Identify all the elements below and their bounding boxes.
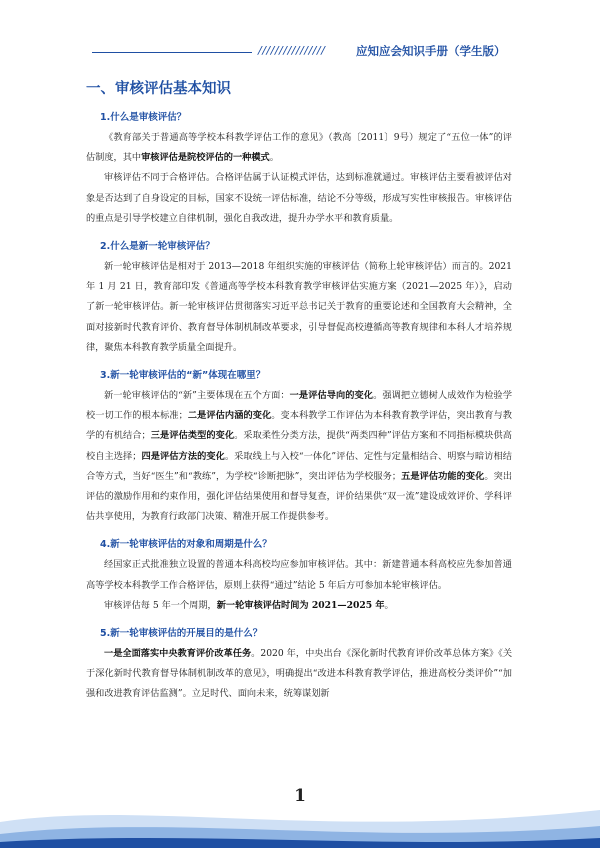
q1-heading: 1.什么是审核评估？ [100, 112, 187, 123]
q4-paragraph-2: 审核评估每 5 年一个周期，新一轮审核评估时间为 2021—2025 年。 [104, 599, 394, 611]
header-title: 应知应会知识手册（学生版） [356, 44, 506, 58]
q1-paragraph-2: 审核评估不同于合格评估。合格评估属于认证模式评估，达到标准就通过。审核评估主要看被评估对象是否达到了自身设定的目标，国家不设统一评估标准，结论不分等级，形成写实性审核报告。审核评估的重点是引导学校建立自律机制，强化自我改进，提升办学水平和教育质量。 [86, 172, 512, 224]
q4-paragraph-1: 经国家正式批准独立设置的普通本科高校均应参加审核评估。其中：新建普通本科高校应先参加普通高等学校本科教学工作合格评估，原则上获得“通过”结论 5 年后方可参加本轮审核评估。 [86, 559, 512, 591]
q1-paragraph-1: 《教育部关于普通高等学校本科教学评估工作的意见》（教高〔2011〕9号）规定了“五位一体”的评估制度，其中审核评估是院校评估的一种模式。 [86, 132, 512, 164]
page-content [86, 78, 512, 705]
page-number: 1 [294, 786, 306, 806]
q2-paragraph-1: 新一轮审核评估是相对于 2013—2018 年组织实施的审核评估（简称上轮审核评估）而言的。2021 年 1 月 21 日，教育部印发《普通高等学校本科教育教学审核评估实施方案（2021—2025 年）》，启动了新一轮审核评估。新一轮审核评估贯彻落实习近平总书记关于教育的重要论述和全国教育大会精神，全面对接新时代教育评价、教育督导体制机制改革要求，引导督促高校遵循高等教育规律和本科人才培养规律，聚焦本科教育教学质量全面提升。 [86, 261, 512, 353]
q5-heading: 5.新一轮审核评估的开展目的是什么？ [100, 628, 263, 640]
q4-heading: 4.新一轮审核评估的对象和周期是什么？ [100, 539, 272, 551]
header-rule [92, 52, 252, 53]
footer-wave-decoration [0, 800, 600, 848]
section-title: 一、审核评估基本知识 [86, 81, 231, 97]
q2-heading: 2.什么是新一轮审核评估？ [100, 241, 215, 253]
q3-heading: 3.新一轮审核评估的“新”体现在哪里？ [100, 370, 266, 382]
header-slashes: //////////////// [258, 44, 326, 57]
q5-paragraph-1: 一是全面落实中央教育评价改革任务。2020 年，中央出台《深化新时代教育评价改革总体方案》《关于深化新时代教育督导体制机制改革的意见》，明确提出“改进本科教育教学评估，推进高校分类评价”“加强和改进教育评估监测”。立足时代、面向未来，统筹谋划新 [86, 648, 513, 700]
q3-paragraph-1: 新一轮审核评估的“新”主要体现在五个方面：一是评估导向的变化。强调把立德树人成效作为检验学校一切工作的根本标准；二是评估内涵的变化。变本科教学工作评估为本科教育教学评估，突出教育与教学的有机结合；三是评估类型的变化。采取柔性分类方法，提供“两类四种”评估方案和不同指标模块供高校自主选择；四是评估方法的变化。采取线上与入校“一体化”评估、定性与定量相结合、明察与暗访相结合等方式，当好“医生”和“教练”，为学校“诊断把脉”，突出评估为学校服务；五是评估功能的变化。突出评估的激励作用和约束作用，强化评估结果使用和督导复查，评价结果供“双一流”建设成效评价、学科评估共享使用，为教育行政部门决策、精准开展工作提供参考。 [86, 390, 513, 523]
